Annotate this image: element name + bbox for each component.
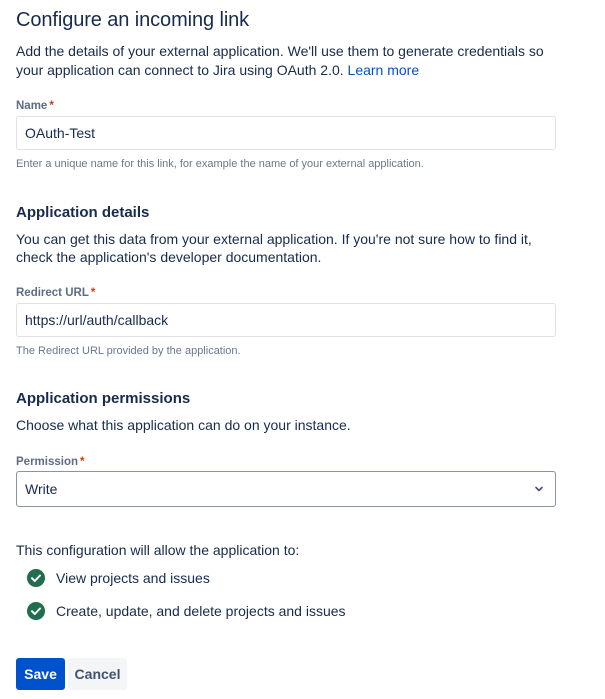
allowed-action-label: Create, update, and delete projects and issues <box>56 603 346 619</box>
allowed-action-label: View projects and issues <box>56 570 210 586</box>
name-label-text: Name <box>16 100 48 112</box>
permission-selected-value: Write <box>25 481 58 497</box>
required-marker: * <box>90 287 96 299</box>
name-field-wrapper <box>16 116 556 150</box>
permission-select[interactable] <box>16 471 556 507</box>
permission-label-text: Permission <box>16 456 78 468</box>
redirect-url-label-text: Redirect URL <box>16 287 89 299</box>
chevron-down-icon <box>531 481 547 497</box>
application-permissions-description: Choose what this application can do on your instance. <box>16 417 351 433</box>
name-input[interactable] <box>25 125 547 141</box>
required-marker: * <box>80 456 85 468</box>
redirect-url-input[interactable] <box>25 312 547 328</box>
redirect-url-label <box>16 286 95 300</box>
intro-text <box>16 42 556 80</box>
application-details-heading: Application details <box>16 204 150 221</box>
intro-description: Add the details of your external application. We'll use them to generate credentials so your application can connect to Jira using OAuth 2.0. <box>16 43 544 78</box>
application-permissions-heading: Application permissions <box>16 390 191 407</box>
permission-label <box>16 455 84 469</box>
required-marker: * <box>49 100 54 112</box>
allowed-action-item <box>26 567 210 589</box>
check-circle-icon <box>26 568 46 588</box>
check-circle-icon <box>26 601 46 621</box>
page-title: Configure an incoming link <box>16 9 250 31</box>
name-help-text: Enter a unique name for this link, for example the name of your external application. <box>16 158 424 170</box>
learn-more-link[interactable]: Learn more <box>347 62 420 78</box>
name-label <box>16 99 54 113</box>
redirect-url-field-wrapper <box>16 303 556 337</box>
save-button[interactable]: Save <box>16 658 65 690</box>
cancel-button[interactable]: Cancel <box>68 658 127 690</box>
redirect-url-help-text: The Redirect URL provided by the application. <box>16 345 241 357</box>
application-details-description: You can get this data from your external application. If you're not sure how to find it, check the application's developer documentation. <box>16 231 532 265</box>
allowed-action-item <box>26 600 346 622</box>
allowed-actions-intro: This configuration will allow the application to: <box>16 542 300 558</box>
